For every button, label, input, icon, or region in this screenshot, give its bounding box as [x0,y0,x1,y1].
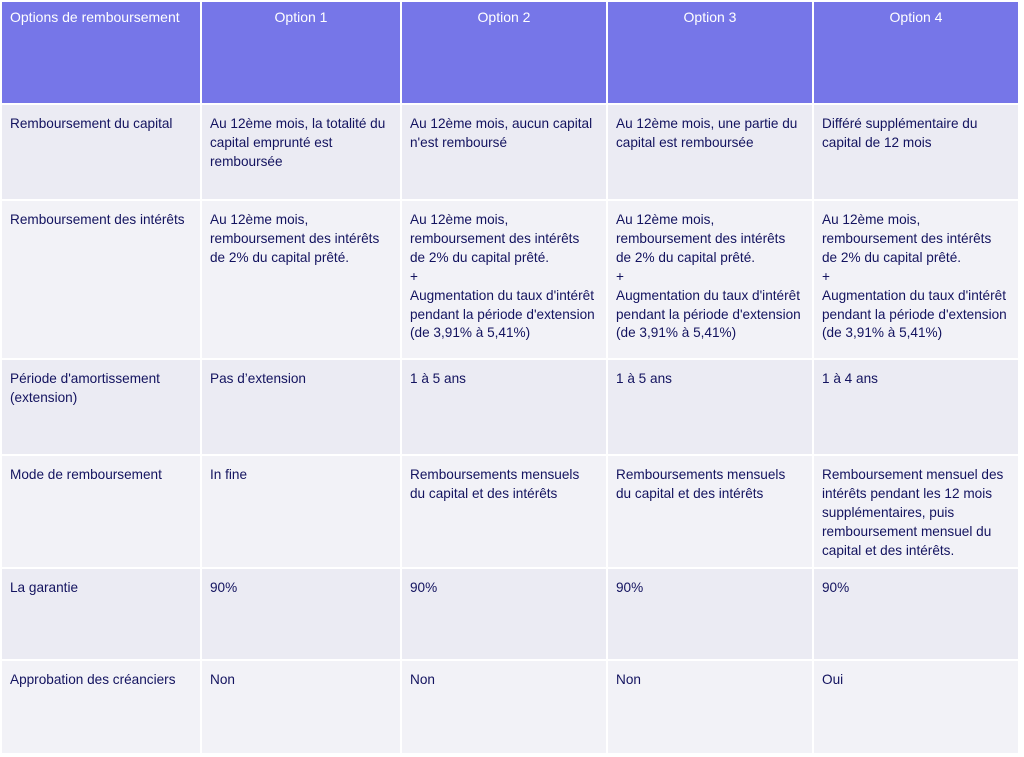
cell-capital-option-1: Au 12ème mois, la totalité du capital emprunté est remboursée [202,105,400,199]
cell-guarantee-option-4: 90% [814,569,1018,659]
row-label-creditor-approval: Approbation des créanciers [2,661,200,753]
cell-creditor-approval-option-1: Non [202,661,400,753]
repayment-options-table [2,2,1018,753]
cell-creditor-approval-option-4: Oui [814,661,1018,753]
cell-repayment-mode-option-2: Remboursements mensuels du capital et des intérêts [402,456,606,567]
cell-interest-option-3: Au 12ème mois, remboursement des intérêts de 2% du capital prêté. + Augmentation du taux d'intérêt pendant la période d'extension (de 3,91% à 5,41%) [608,201,812,358]
cell-interest-option-1: Au 12ème mois, remboursement des intérêts de 2% du capital prêté. [202,201,400,358]
cell-repayment-mode-option-3: Remboursements mensuels du capital et des intérêts [608,456,812,567]
row-label-amortization: Période d'amortissement (extension) [2,360,200,454]
header-option-2: Option 2 [402,2,606,103]
cell-repayment-mode-option-1: In fine [202,456,400,567]
header-options: Options de remboursement [2,2,200,103]
row-label-interest: Remboursement des intérêts [2,201,200,358]
cell-interest-option-2: Au 12ème mois, remboursement des intérêts de 2% du capital prêté. + Augmentation du taux d'intérêt pendant la période d'extension (de 3,91% à 5,41%) [402,201,606,358]
cell-guarantee-option-2: 90% [402,569,606,659]
cell-creditor-approval-option-3: Non [608,661,812,753]
cell-amortization-option-2: 1 à 5 ans [402,360,606,454]
header-option-4: Option 4 [814,2,1018,103]
cell-capital-option-3: Au 12ème mois, une partie du capital est remboursée [608,105,812,199]
cell-guarantee-option-1: 90% [202,569,400,659]
cell-capital-option-2: Au 12ème mois, aucun capital n'est remboursé [402,105,606,199]
cell-amortization-option-3: 1 à 5 ans [608,360,812,454]
cell-amortization-option-1: Pas d’extension [202,360,400,454]
cell-creditor-approval-option-2: Non [402,661,606,753]
header-option-3: Option 3 [608,2,812,103]
cell-capital-option-4: Différé supplémentaire du capital de 12 mois [814,105,1018,199]
cell-interest-option-4: Au 12ème mois, remboursement des intérêts de 2% du capital prêté. + Augmentation du taux d'intérêt pendant la période d'extension (de 3,91% à 5,41%) [814,201,1018,358]
cell-guarantee-option-3: 90% [608,569,812,659]
row-label-repayment-mode: Mode de remboursement [2,456,200,567]
cell-amortization-option-4: 1 à 4 ans [814,360,1018,454]
row-label-capital: Remboursement du capital [2,105,200,199]
cell-repayment-mode-option-4: Remboursement mensuel des intérêts pendant les 12 mois supplémentaires, puis remboursement mensuel du capital et des intérêts. [814,456,1018,567]
header-option-1: Option 1 [202,2,400,103]
row-label-guarantee: La garantie [2,569,200,659]
